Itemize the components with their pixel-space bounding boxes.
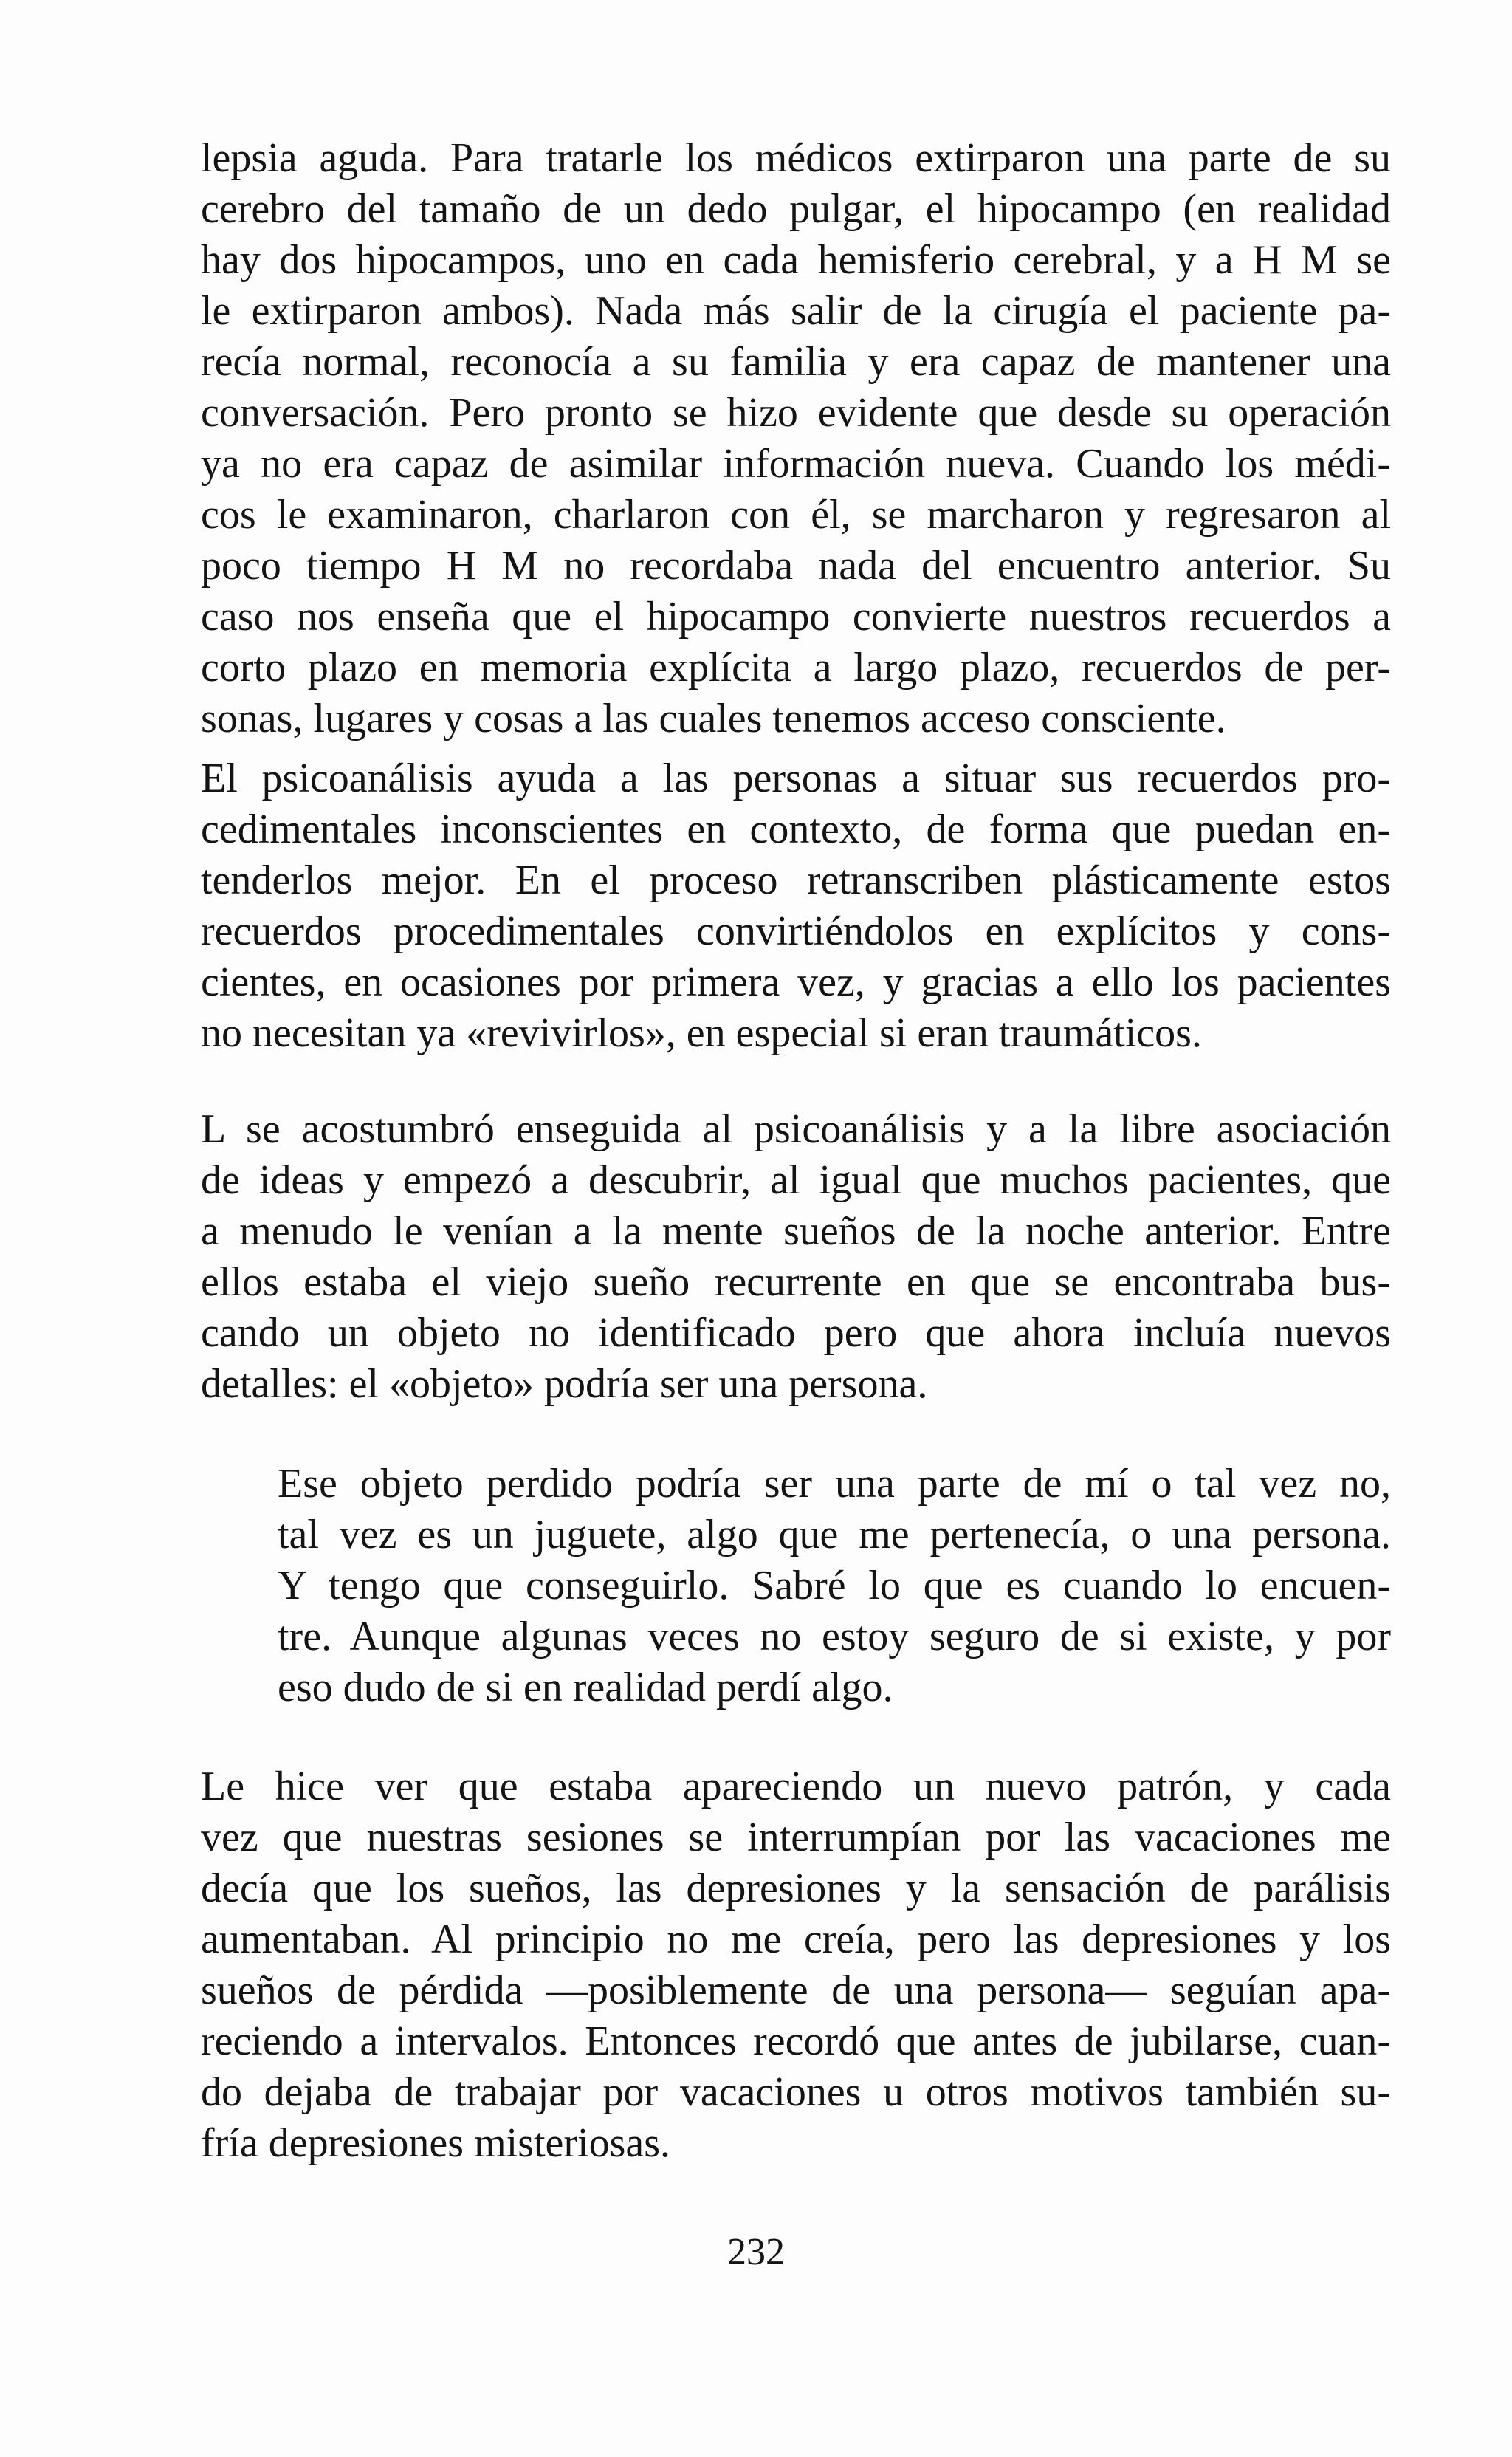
text-line: conversación. Pero pronto se hizo evidente que desde su operación: [201, 390, 1391, 436]
text-line: ya no era capaz de asimilar información nueva. Cuando los médi-: [201, 441, 1391, 487]
text-line: Ese objeto perdido podría ser una parte de mí o tal vez no,: [278, 1461, 1391, 1507]
text-line: lepsia aguda. Para tratarle los médicos extirparon una parte de su: [201, 135, 1391, 181]
text-line: sonas, lugares y cosas a las cuales tenemos acceso consciente.: [201, 696, 1226, 741]
paragraph-new-pattern: [201, 1761, 1391, 2169]
text-line: tenderlos mejor. En el proceso retranscriben plásticamente estos: [201, 857, 1391, 903]
text-line: reciendo a intervalos. Entonces recordó que antes de jubilarse, cuan-: [201, 2018, 1391, 2064]
text-line: recuerdos procedimentales convirtiéndolos en explícitos y cons-: [201, 908, 1391, 954]
block-quote: [278, 1459, 1391, 1713]
text-line: eso dudo de si en realidad perdí algo.: [278, 1665, 893, 1710]
text-line: poco tiempo H M no recordaba nada del encuentro anterior. Su: [201, 543, 1391, 589]
text-line: hay dos hipocampos, uno en cada hemisferio cerebral, y a H M se: [201, 237, 1391, 283]
text-line: sueños de pérdida —posiblemente de una persona— seguían apa-: [201, 1967, 1391, 2013]
text-line: L se acostumbró enseguida al psicoanálisis y a la libre asociación: [201, 1106, 1391, 1152]
text-line: cos le examinaron, charlaron con él, se marcharon y regresaron al: [201, 492, 1391, 538]
text-line: cerebro del tamaño de un dedo pulgar, el hipocampo (en realidad: [201, 186, 1391, 232]
text-line: cedimentales inconscientes en contexto, de forma que puedan en-: [201, 806, 1391, 852]
text-line: vez que nuestras sesiones se interrumpían por las vacaciones me: [201, 1815, 1391, 1860]
text-line: le extirparon ambos). Nada más salir de la cirugía el paciente pa-: [201, 288, 1391, 334]
text-line: fría depresiones misteriosas.: [201, 2120, 671, 2166]
text-line: no necesitan ya «revivirlos», en especial si eran traumáticos.: [201, 1010, 1202, 1056]
text-line: corto plazo en memoria explícita a largo plazo, recuerdos de per-: [201, 645, 1391, 691]
text-line: tal vez es un juguete, algo que me pertenecía, o una persona.: [278, 1512, 1391, 1558]
text-line: tre. Aunque algunas veces no estoy seguro de si existe, y por: [278, 1614, 1391, 1659]
text-line: a menudo le venían a la mente sueños de la noche anterior. Entre: [201, 1208, 1391, 1254]
paragraph-l-dreams: [201, 1104, 1391, 1410]
text-line: detalles: el «objeto» podría ser una persona.: [201, 1361, 928, 1407]
page-number: 232: [727, 2231, 785, 2273]
text-line: decía que los sueños, las depresiones y la sensación de parálisis: [201, 1865, 1391, 1911]
text-line: ellos estaba el viejo sueño recurrente en que se encontraba bus-: [201, 1259, 1391, 1305]
text-line: Y tengo que conseguirlo. Sabré lo que es cuando lo encuen-: [278, 1563, 1391, 1608]
text-line: cando un objeto no identificado pero que ahora incluía nuevos: [201, 1310, 1391, 1356]
text-line: recía normal, reconocía a su familia y era capaz de mantener una: [201, 339, 1391, 385]
paragraph-psychoanalysis: [201, 753, 1391, 1059]
text-line: aumentaban. Al principio no me creía, pero las depresiones y los: [201, 1916, 1391, 1962]
text-line: cientes, en ocasiones por primera vez, y gracias a ello los pacientes: [201, 959, 1391, 1005]
paragraph-hm-case: [201, 133, 1391, 744]
text-line: de ideas y empezó a descubrir, al igual que muchos pacientes, que: [201, 1157, 1391, 1203]
text-line: caso nos enseña que el hipocampo convierte nuestros recuerdos a: [201, 594, 1391, 640]
text-line: El psicoanálisis ayuda a las personas a situar sus recuerdos pro-: [201, 755, 1391, 801]
text-line: Le hice ver que estaba apareciendo un nuevo patrón, y cada: [201, 1764, 1391, 1809]
text-line: do dejaba de trabajar por vacaciones u otros motivos también su-: [201, 2069, 1391, 2115]
